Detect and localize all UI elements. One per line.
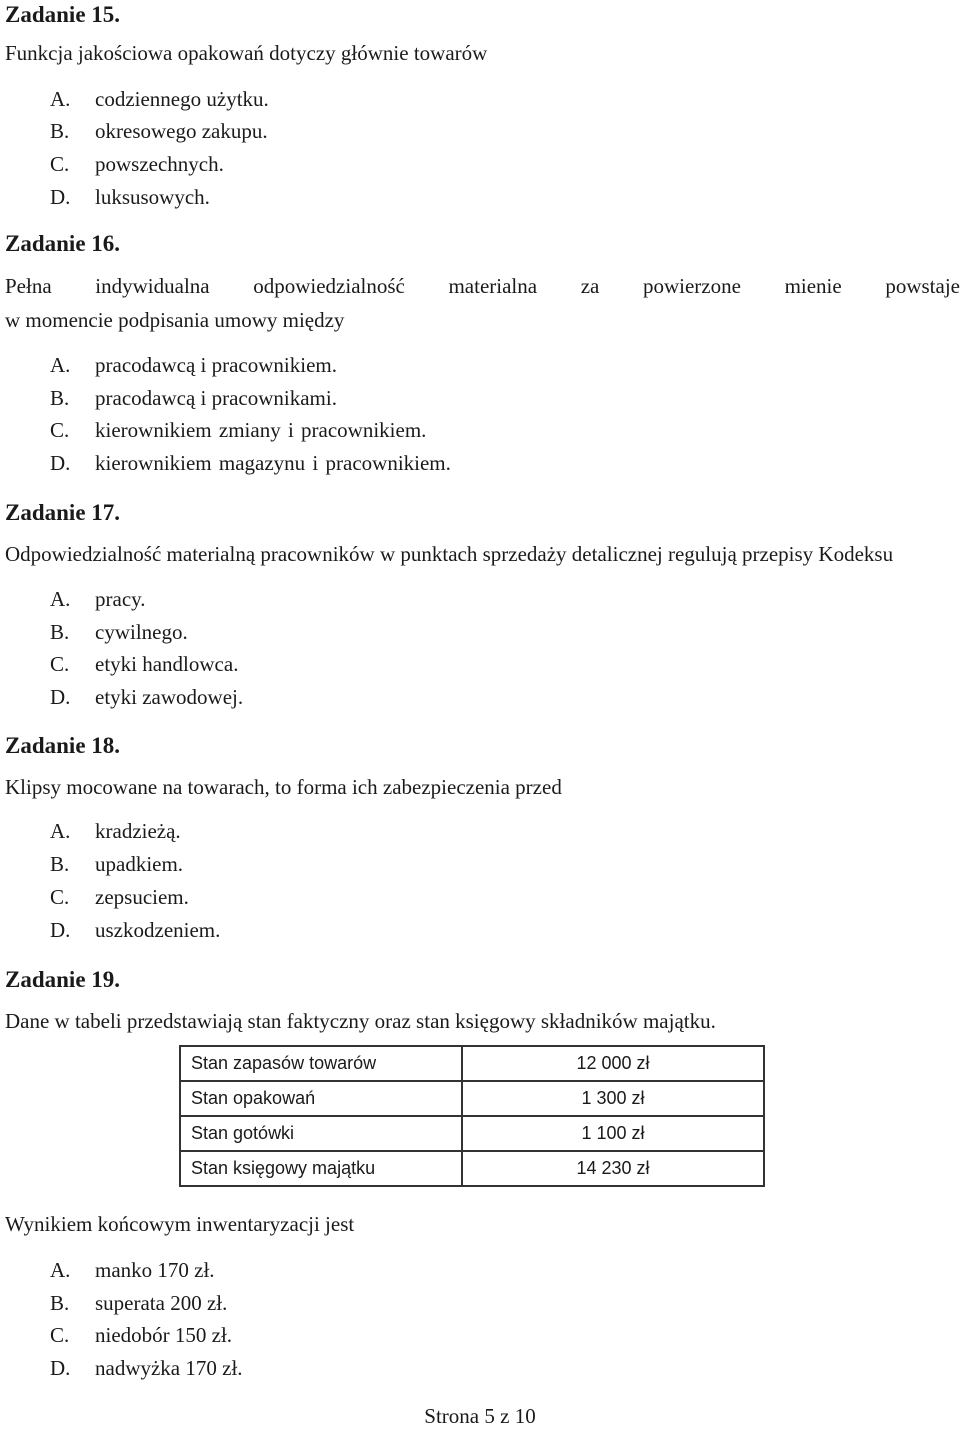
task-16-option-b (50, 384, 337, 412)
option-letter: C. (50, 885, 70, 909)
option-text: pracodawcą i pracownikiem. (95, 353, 337, 377)
option-letter: B. (50, 1291, 70, 1315)
task-16-option-a (50, 351, 337, 379)
task-19-title: Zadanie 19. (5, 967, 121, 992)
task-17-title: Zadanie 17. (5, 500, 121, 525)
option-text: nadwyżka 170 zł. (95, 1356, 243, 1380)
table-cell-label: Stan księgowy majątku (180, 1151, 462, 1186)
table-cell-label: Stan zapasów towarów (180, 1046, 462, 1081)
table-cell-label: Stan gotówki (180, 1116, 462, 1151)
table-cell-value: 14 230 zł (462, 1151, 764, 1186)
task-18-title: Zadanie 18. (5, 733, 121, 758)
option-letter: C. (50, 152, 70, 176)
task-15-title: Zadanie 15. (5, 2, 121, 27)
task-15-question: Funkcja jakościowa opakowań dotyczy głównie towarów (5, 41, 488, 65)
option-text: pracy. (95, 587, 146, 611)
task-15-option-c (50, 150, 224, 178)
task-19-question: Dane w tabeli przedstawiają stan faktyczny oraz stan księgowy składników majątku. (5, 1009, 716, 1033)
option-text: etyki handlowca. (95, 652, 239, 676)
option-text: kradzieżą. (95, 819, 181, 843)
table-row (180, 1151, 764, 1186)
task-19-option-c (50, 1321, 232, 1349)
task-19-option-a (50, 1256, 215, 1284)
table-cell-value: 1 300 zł (462, 1081, 764, 1116)
task-16-option-c (50, 416, 426, 444)
table-cell-value: 1 100 zł (462, 1116, 764, 1151)
task-18-option-d (50, 916, 220, 944)
option-text: etyki zawodowej. (95, 685, 244, 709)
option-letter: D. (50, 685, 71, 709)
table-row (180, 1116, 764, 1151)
task-18-question: Klipsy mocowane na towarach, to forma ich zabezpieczenia przed (5, 775, 562, 799)
option-letter: D. (50, 1356, 71, 1380)
option-letter: B. (50, 852, 70, 876)
option-letter: A. (50, 1258, 71, 1282)
task-17-option-a (50, 585, 146, 613)
table-row (180, 1046, 764, 1081)
option-letter: A. (50, 587, 71, 611)
option-letter: B. (50, 119, 70, 143)
option-letter: D. (50, 451, 71, 475)
option-text: zepsuciem. (95, 885, 189, 909)
option-letter: B. (50, 620, 70, 644)
task-19-option-d (50, 1354, 243, 1382)
task-16-option-d (50, 449, 451, 477)
option-letter: C. (50, 1323, 70, 1347)
table-cell-value: 12 000 zł (462, 1046, 764, 1081)
task-16-question-line2: w momencie podpisania umowy między (5, 308, 345, 332)
task-15-option-d (50, 183, 210, 211)
table-row (180, 1081, 764, 1116)
task-15-option-b (50, 117, 268, 145)
task-17-option-d (50, 683, 243, 711)
page-number: Strona 5 z 10 (424, 1404, 536, 1428)
option-text: superata 200 zł. (95, 1291, 228, 1315)
task-18-option-b (50, 850, 183, 878)
task-16-title: Zadanie 16. (5, 231, 121, 256)
option-text: pracodawcą i pracownikami. (95, 386, 337, 410)
option-letter: D. (50, 918, 71, 942)
option-text: codziennego użytku. (95, 87, 269, 111)
task-19-option-b (50, 1289, 227, 1317)
option-text: okresowego zakupu. (95, 119, 268, 143)
option-text: upadkiem. (95, 852, 184, 876)
option-text: uszkodzeniem. (95, 918, 221, 942)
inventory-table (179, 1045, 765, 1187)
option-letter: C. (50, 418, 70, 442)
task-17-question: Odpowiedzialność materialną pracowników w punktach sprzedaży detalicznej regulują przepisy Kodeksu (5, 542, 894, 566)
option-letter: A. (50, 87, 71, 111)
task-18-option-c (50, 883, 189, 911)
option-letter: A. (50, 819, 71, 843)
option-text: niedobór 150 zł. (95, 1323, 233, 1347)
task-15-option-a (50, 85, 269, 113)
task-19-question-2: Wynikiem końcowym inwentaryzacji jest (5, 1212, 355, 1236)
option-letter: A. (50, 353, 71, 377)
option-text: manko 170 zł. (95, 1258, 215, 1282)
option-text: cywilnego. (95, 620, 188, 644)
option-letter: D. (50, 185, 71, 209)
task-16-question-line1: Pełna indywidualna odpowiedzialność materialna za powierzone mienie powstaje (5, 274, 960, 298)
option-text: kierownikiem zmiany i pracownikiem. (95, 418, 427, 442)
task-17-option-b (50, 618, 188, 646)
option-text: luksusowych. (95, 185, 210, 209)
option-letter: B. (50, 386, 70, 410)
task-17-option-c (50, 650, 238, 678)
option-letter: C. (50, 652, 70, 676)
table-cell-label: Stan opakowań (180, 1081, 462, 1116)
task-18-option-a (50, 817, 181, 845)
option-text: kierownikiem magazynu i pracownikiem. (95, 451, 451, 475)
option-text: powszechnych. (95, 152, 224, 176)
